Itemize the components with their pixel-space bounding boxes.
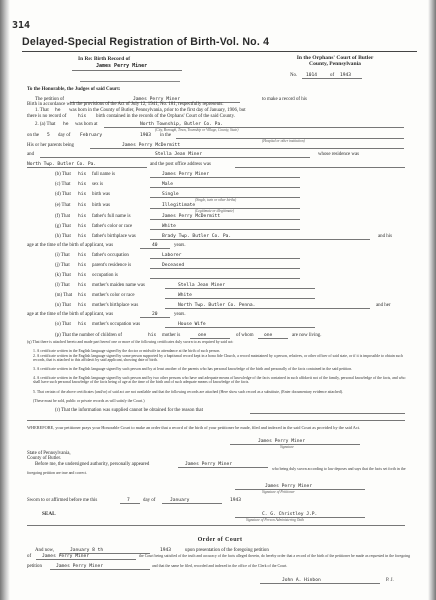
mother-age-value: 20 [152,312,158,317]
caption-county: County, Pennsylvania [309,61,361,67]
mother-name: Stella Jean Miner [155,152,203,157]
birth-year: 1903 [140,133,152,138]
affidavit-signature: James Perry Miner [265,484,313,489]
petitioner-name: James Perry Miner [133,97,181,102]
mother-maiden-name-value: Stella Jean Miner [178,283,226,288]
caption-in-re: In Re: Birth Record of [78,56,131,62]
father-age-value: 40 [152,243,158,248]
mother-birthplace-value: North Twp. Butler Co. Penna. [178,303,256,308]
officer-name: C. G. Christley J.P. [262,512,318,517]
document-page: 314 Delayed-Special Registration of Birth-Vol. No. 4 In Re: Birth Record of James Perry Miner In the Orphans' Court of Butler County, Pennsylvania No. 1014 of 1943 To the Honorable, the Judges of said Court: The petition of James Perry Miner to make a record of his Birth in accordance with the provisions of the Act of July 12, 1941, No. 181, respectfully represents: 1. That he was born in the County of Butler, Pennsylvania, prior to the first day of January, 1906, but there is no record of his birth contained in the records of the Orphans' Court of the said County. 2. (a) That he was born at North Township, Butler Co. Pa. (City, Borough, Town, Township or Village, County, State) on the 5 day of February 1903 in the (Hospital or other institution) His or her parents being James Perry McDermitt and Stella Jean Miner whose residence was North Twp. Butler Co. Pa. and the post office address was (b) That his full name is James Perry Miner (c) That his sex is Male (d) That his birth was Single (Single, twin or other births) (e) That his birth was Illegitimate (Legitimate or illegitimate) (f) That his father's full name is James Perry McDermitt (g) That his father's color or race White (h) That his father's birthplace was Brady Twp. Butler Co. Pa. and his age at the time of the birth of applicant, was 40 years. (i) That his father's occupation Laborer (j) That his parent's residence is Deceased (k) That his occupation is (l) That his mother's maiden name was Stella Jean Miner (m) That his mother's color or race White (n) That his mother's birthplace was North Twp. Butler Co. Penna. and her age at the time of the birth of applicant, was 20 years. (o) That his mother's occupation was House Wife (p) That the number of children of his mother is one of whom one are now living. (q) That there is attached hereto and made part hereof one or more of the following certificates duly sworn to as required by said act: 1. A certificate written in the English language signed by the doctor or midwife in attendance at the birth of such person. 2. A certificate written in the English language signed by some person supported by a baptismal record kept in a bona fide Church, a record maintained by a person, relatives, or other officer of said state, or if it is impossible to obtain such records, that is attached to this affidavit by said applicant, showing date of birth. 3. A certificate written in the English language signed by such person and by at least another of the parents who has personal knowledge of the birth and personally of the facts contained in the said petition. 4. A certificate written in the English language signed by such person and by two other persons who have and adequate means of knowledge of the facts contained in such affidavit not of the family, personal knowledge of the facts, and who shall have such personal knowledge of the facts being of age at the time of the birth and of such adequate means of knowledge of the facts. 5. That certain of the above certificates (and/or) of said act are not available and that the following records are attached (Here show such record as a substitute, (Enter documentary evidence attached). (These must be sold, public or private records as will satisfy the Court.) (r) That the information was supplied cannot be obtained for the reason that WHEREFORE, your petitioner prays your Honorable Court to make an order that a record of the birth of your petitioner be made, filed and indexed in the said Court as provided by the said Act. James Perry Miner Signature State of Pennsylvania, County of Butler. Before me, the undersigned authority, personally appeared James Perry Miner who being duly sworn according to law deposes and says that the facts set forth in the foregoing petition are true and correct. James Perry Miner Signature of Petitioner Sworn to or affirmed before me this 7 day of January 1943 SEAL C. G. Christley J.P. Signature of Person Administering Oath Order of Court And now, January 8 th 1943 upon presentation of the foregoing petition of James Perry Miner the Court being satisfied of the truth and accuracy of the facts alleged therein, do hereby order that a record of the birth of the petitioner be made as requested in the foregoing petition James Perry Miner and that the same be filed, recorded and indexed in the office of the Clerk of the Court. John A. Hinbon P. J. [0,0,436,600]
caption-no-label: No. [290,73,298,78]
page-number: 314 [12,20,31,31]
prayer-paragraph: WHEREFORE, your petitioner prays your Honorable Court to make an order that a record of the birth of your petitioner be made, filed and indexed in the said Court as provided by the said Act. [27,425,361,430]
petitioner-signature: James Perry Miner [258,439,306,444]
document-title: Delayed-Special Registration of Birth-Vol. No. 4 [22,36,270,48]
address-line: To the Honorable, the Judges of said Court: [27,87,121,92]
caption-no-value: 1014 [306,73,318,78]
father-birthplace-value: Brady Twp. Butler Co. Pa. [162,234,232,239]
parents-residence: North Twp. Butler Co. Pa. [27,162,97,167]
birth-type-value: Single [162,192,179,197]
full-name-value: James Perry Miner [162,172,210,177]
children-living-value: one [264,333,273,338]
order-petition-name: James Perry Miner [56,564,104,569]
sworn-year: 1943 [230,498,242,503]
order-date: January 8 th [70,548,104,553]
seal-label: SEAL [42,511,56,517]
birth-month: February [80,133,103,138]
scan-right-margin [428,0,436,600]
sex-value: Male [162,182,174,187]
parents-residence-value: Deceased [162,263,185,268]
judge-signature: John A. Hinbon [282,578,321,583]
order-year: 1943 [160,548,172,553]
sworn-month: January [170,498,190,503]
caption-year: 1943 [340,73,352,78]
birth-day: 5 [47,133,50,138]
title-rule [22,51,417,52]
order-heading: Order of Court [197,537,243,543]
affiant-name: James Perry Miner [185,462,233,467]
caption-of-label: of [330,73,335,78]
sworn-day: 7 [127,498,130,503]
mother-race-value: White [178,293,192,298]
caption-court: In the Orphans' Court of Butler [296,55,374,61]
children-count-value: one [198,333,207,338]
scan-left-margin [0,0,10,600]
mother-occupation-value: House Wife [178,322,206,327]
father-occupation-value: Laborer [162,253,182,258]
father-name: James Perry McDermitt [122,143,181,148]
father-race-value: White [162,224,176,229]
caption-subject-name: James Perry Miner [96,63,148,69]
father-full-name-value: James Perry McDermitt [162,214,221,219]
birthplace-value: North Township, Butler Co. Pa. [140,122,223,127]
order-petitioner-name: James Perry Miner [42,554,90,559]
legitimacy-value: Illegitimate [162,203,196,208]
